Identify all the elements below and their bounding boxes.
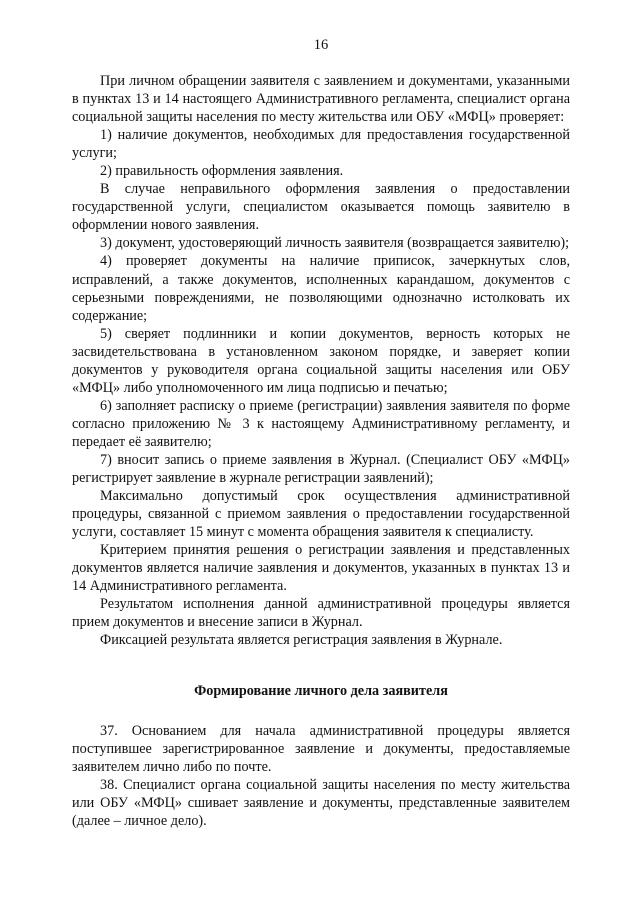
section-heading: Формирование личного дела заявителя (194, 682, 448, 699)
paragraph: 2) правильность оформления заявления. (100, 163, 344, 180)
paragraph: 1) наличие документов, необходимых для предоставления государственной услуги; (72, 127, 570, 162)
paragraph: 7) вносит запись о приеме заявления в Журнал. (Специалист ОБУ «МФЦ» регистрирует заявление в журнале регистрации заявлений); (72, 451, 570, 487)
paragraph: 5) сверяет подлинники и копии документов, верность которых не засвидетельствована в установленном законом порядке, и заверяет копии документов у руководителя органа социальной защиты населения или ОБУ «МФЦ» либо уполномоченного им лица подписью и печатью; (72, 325, 570, 396)
paragraph: 6) заполняет расписку о приеме (регистрации) заявления заявителя по форме согласно приложению № 3 к настоящему Административному регламенту, и передает её заявителю; (72, 397, 570, 450)
paragraph: Результатом исполнения данной административной процедуры является прием документов и внесение записи в Журнал. (72, 596, 570, 631)
paragraph: При личном обращении заявителя с заявлением и документами, указанными в пунктах 13 и 14 настоящего Административного регламента, специалист органа социальной защиты населения по месту жительства или ОБУ «МФЦ» проверяет: (72, 73, 570, 126)
paragraph: В случае неправильного оформления заявления о предоставлении государственной услуги, специалистом оказывается помощь заявителю в оформлении нового заявления. (72, 181, 570, 234)
paragraph: Критерием принятия решения о регистрации заявления и представленных документов является наличие заявления и документов, указанных в пунктах 13 и 14 Административного регламента. (72, 542, 570, 595)
paragraph: 38. Специалист органа социальной защиты населения по месту жительства или ОБУ «МФЦ» сшивает заявление и документы, представленные заявителем (далее – личное дело). (72, 776, 570, 829)
paragraph: 37. Основанием для начала административной процедуры является поступившее зарегистрированное заявление и документы, предоставляемые заявителем лично либо по почте. (72, 722, 570, 775)
paragraph: Максимально допустимый срок осуществления административной процедуры, связанной с приемом заявления о предоставлении государственной услуги, составляет 15 минут с момента обращения заявителя к специалисту. (72, 488, 570, 541)
page-number: 16 (313, 37, 329, 53)
paragraph: Фиксацией результата является регистрация заявления в Журнале. (100, 632, 503, 649)
body-text-top (72, 72, 570, 650)
paragraph: 3) документ, удостоверяющий личность заявителя (возвращается заявителю); (100, 235, 570, 252)
body-text-bottom (72, 722, 570, 830)
paragraph: 4) проверяет документы на наличие приписок, зачеркнутых слов, исправлений, а также документов, исполненных карандашом, документов с серьезными повреждениями, не позволяющими однозначно истолковать их содержание; (72, 253, 570, 324)
